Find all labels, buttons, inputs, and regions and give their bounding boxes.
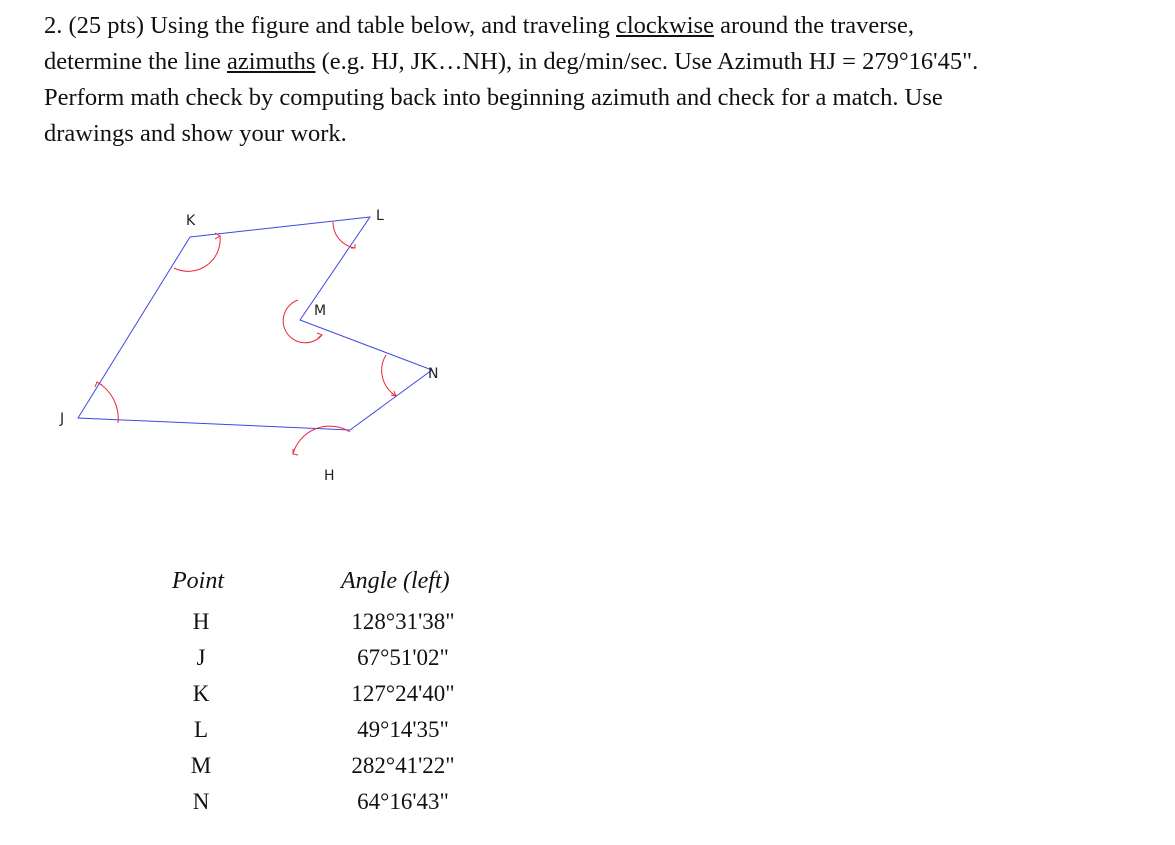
table-header-angle: Angle (left) xyxy=(341,568,450,594)
table-cell-angle: 127°24'40" xyxy=(351,681,455,706)
table-cell-point: L xyxy=(193,717,209,742)
vertex-label-M: M xyxy=(314,303,327,319)
table-cell-angle: 128°31'38" xyxy=(351,609,455,634)
table-cell-angle: 67°51'02" xyxy=(357,645,449,670)
question-text xyxy=(44,8,1144,152)
table-cell-angle: 64°16'43" xyxy=(357,789,449,814)
angle-arc-K xyxy=(174,236,220,271)
azimuths-underlined: azimuths xyxy=(227,48,316,75)
angle-column xyxy=(330,604,476,820)
table-header-point: Point xyxy=(172,568,224,594)
table-cell-point: N xyxy=(192,789,210,814)
table-cell-point: M xyxy=(190,753,212,778)
table-cell-angle: 49°14'35" xyxy=(357,717,449,742)
point-column xyxy=(181,604,221,820)
table-cell-point: J xyxy=(196,645,206,670)
question-line-1: 2. (25 pts) Using the figure and table below, and traveling clockwise around the traverse, xyxy=(44,12,914,39)
vertex-label-J: J xyxy=(60,411,65,427)
vertex-label-N: N xyxy=(428,366,439,382)
question-line-2: determine the line azimuths (e.g. HJ, JK…NH), in deg/min/sec. Use Azimuth HJ = 279°16'45". xyxy=(44,48,979,75)
angle-arc-N xyxy=(382,355,396,396)
table-cell-angle: 282°41'22" xyxy=(351,753,455,778)
vertex-label-H: H xyxy=(324,468,335,484)
question-line-3: Perform math check by computing back into beginning azimuth and check for a match. Use xyxy=(44,84,943,111)
traverse-figure xyxy=(0,190,520,500)
traverse-polygon xyxy=(78,217,432,430)
question-line-4: drawings and show your work. xyxy=(44,120,347,147)
arc-arrowheads xyxy=(95,233,396,455)
angle-arcs xyxy=(97,222,396,454)
traverse-lines xyxy=(78,217,432,430)
clockwise-underlined: clockwise xyxy=(615,12,714,39)
vertex-label-L: L xyxy=(376,208,384,224)
vertex-label-K: K xyxy=(186,213,196,229)
angle-arc-H xyxy=(293,426,350,454)
table-cell-point: K xyxy=(192,681,210,706)
angle-arc-J xyxy=(97,382,118,423)
table-cell-point: H xyxy=(192,609,210,634)
